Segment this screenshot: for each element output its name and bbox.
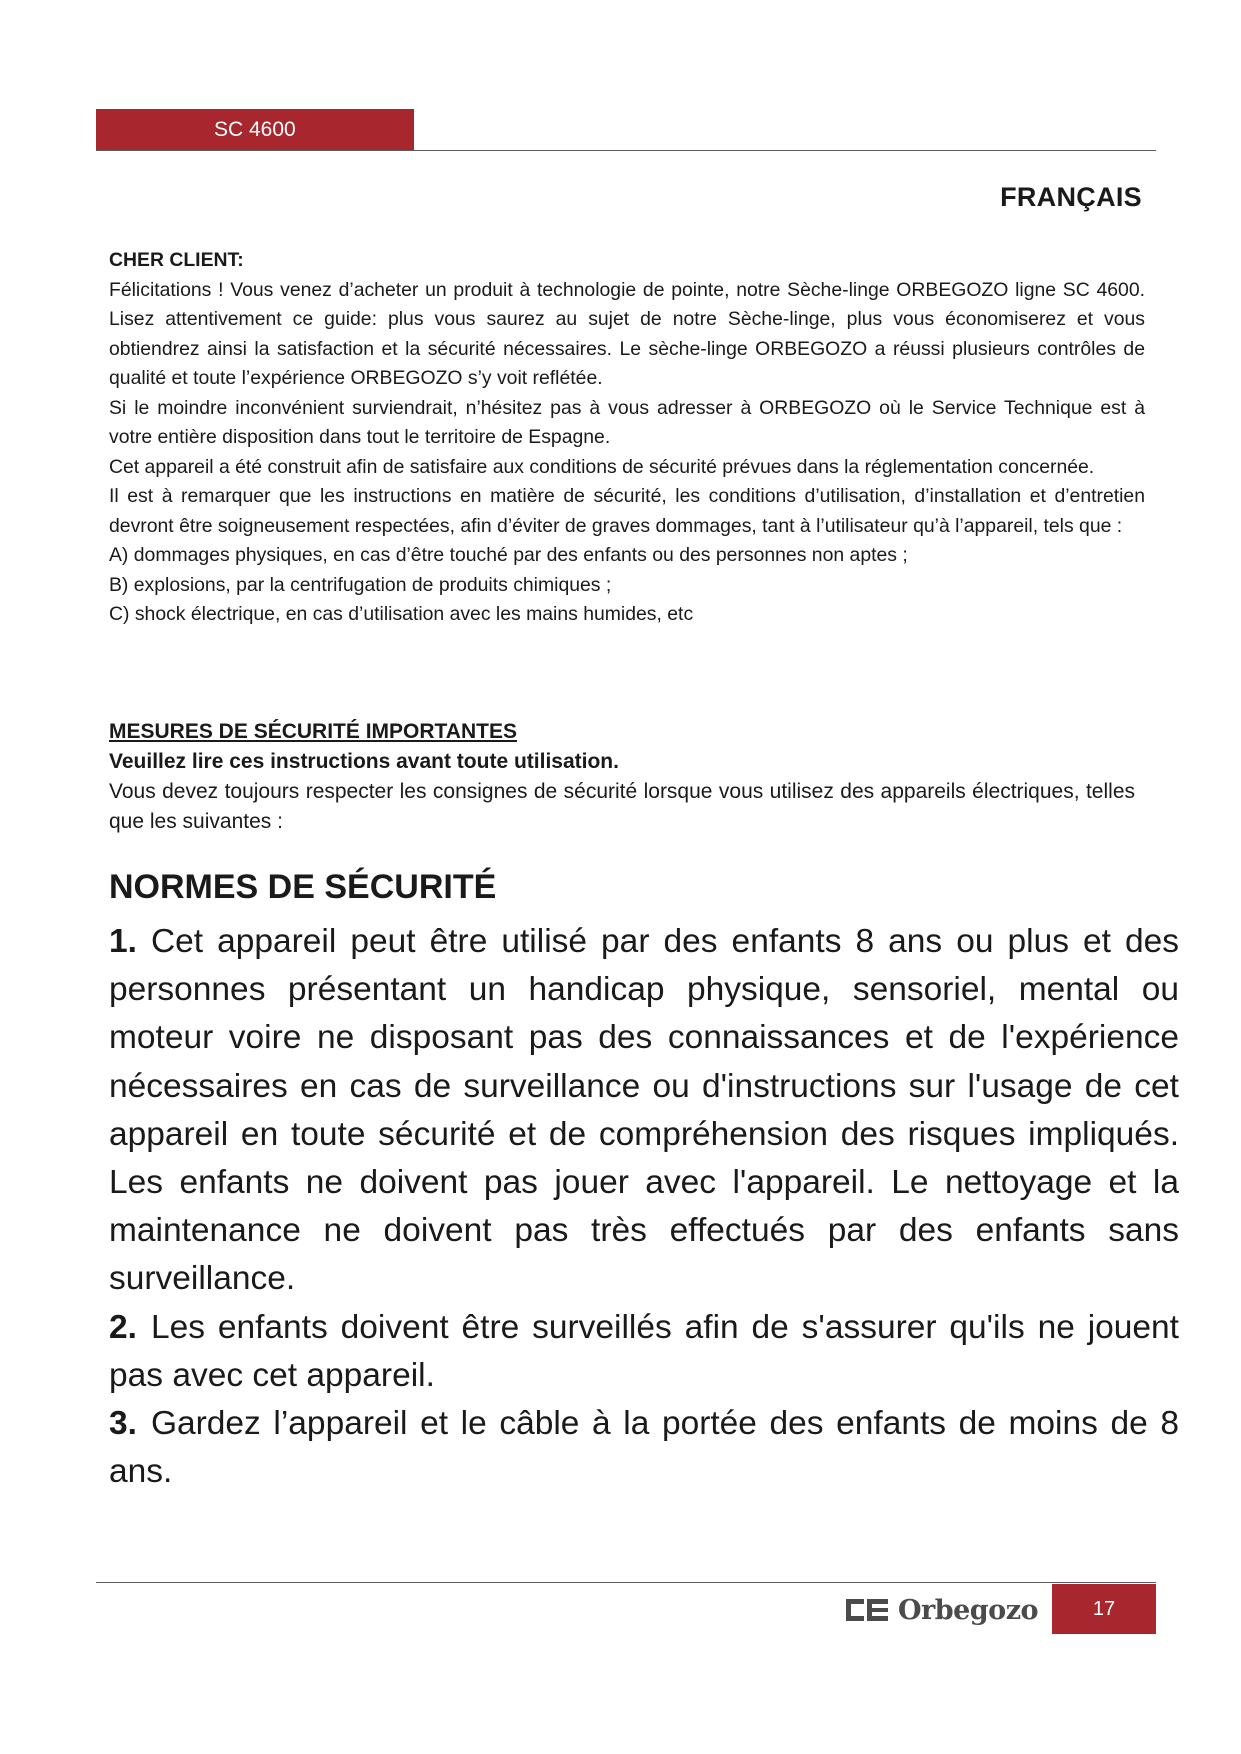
- safety-text: Vous devez toujours respecter les consignes de sécurité lorsque vous utilisez des appareils électriques, telles que les suivantes :: [109, 780, 1135, 833]
- intro-paragraph-1: Félicitations ! Vous venez d’acheter un produit à technologie de pointe, notre Sèche-linge ORBEGOZO ligne SC 4600. Lisez attentivement ce guide: plus vous saurez au sujet de notre Sèche-linge, plus vous économiserez et vous obtiendrez ainsi la satisfaction et la sécurité nécessaires. Le sèche-linge ORBEGOZO a réussi plusieurs contrôles de qualité et toute l’expérience ORBEGOZO s’y voit reflétée.: [109, 278, 1145, 389]
- norm-item: [109, 1304, 1179, 1400]
- norm-item: [109, 1400, 1179, 1496]
- norm-number: 3.: [109, 1405, 137, 1443]
- header-divider: [96, 150, 1156, 151]
- norm-number: 1.: [109, 923, 137, 960]
- model-tab: [96, 109, 414, 151]
- brand-mark-icon: [846, 1599, 888, 1621]
- norm-item: [109, 918, 1179, 1304]
- intro-paragraph-2: Si le moindre inconvénient surviendrait, n’hésitez pas à vous adresser à ORBEGOZO où le Service Technique est à votre entière disposition dans tout le territoire de Espagne.: [109, 396, 1145, 448]
- hazard-item-c: C) shock électrique, en cas d’utilisation avec les mains humides, etc: [109, 603, 694, 625]
- norm-number: 2.: [109, 1308, 137, 1346]
- norms-title: NORMES DE SÉCURITÉ: [109, 868, 497, 906]
- safety-norms-section: [109, 862, 1179, 1496]
- hazard-item-a: A) dommages physiques, en cas d’être touché par des enfants ou des personnes non aptes ;: [109, 544, 908, 566]
- norm-text: Cet appareil peut être utilisé par des enfants 8 ans ou plus et des personnes présentant un handicap physique, sensoriel, mental ou moteur voire ne disposant pas des connaissances et de l'expérience nécessaires en cas de surveillance ou d'instructions sur l'usage de cet appareil en toute sécurité et de compréhension des risques impliqués. Les enfants ne doivent pas jouer avec l'appareil. Le nettoyage et la maintenance ne doivent pas très effectués par des enfants sans surveillance.: [109, 923, 1179, 1298]
- page-number: 17: [1052, 1584, 1156, 1634]
- safety-subtitle: Veuillez lire ces instructions avant toute utilisation.: [109, 750, 619, 773]
- brand-logo: [846, 1590, 1038, 1630]
- norm-text: Gardez l’appareil et le câble à la portée des enfants de moins de 8 ans.: [109, 1405, 1179, 1491]
- safety-measures-section: [109, 717, 1135, 837]
- intro-heading: CHER CLIENT:: [109, 249, 244, 271]
- safety-title: MESURES DE SÉCURITÉ IMPORTANTES: [109, 720, 517, 743]
- model-label: SC 4600: [214, 118, 296, 141]
- brand-name: Orbegozo: [898, 1594, 1039, 1626]
- footer-divider: [96, 1582, 1156, 1583]
- hazard-item-b: B) explosions, par la centrifugation de produits chimiques ;: [109, 573, 612, 596]
- language-label: FRANÇAIS: [1000, 182, 1142, 212]
- norms-list: [109, 918, 1179, 1496]
- intro-paragraph-3: Cet appareil a été construit afin de satisfaire aux conditions de sécurité prévues dans la réglementation concernée.: [109, 455, 1095, 478]
- norm-text: Les enfants doivent être surveillés afin de s'assurer qu'ils ne jouent pas avec cet appareil.: [109, 1308, 1179, 1394]
- intro-section: [109, 246, 1145, 630]
- intro-paragraph-4: Il est à remarquer que les instructions en matière de sécurité, les conditions d’utilisation, d’installation et d’entretien devront être soigneusement respectées, afin d’éviter de graves dommages, tant à l’utilisateur qu’à l’appareil, tels que :: [109, 485, 1145, 537]
